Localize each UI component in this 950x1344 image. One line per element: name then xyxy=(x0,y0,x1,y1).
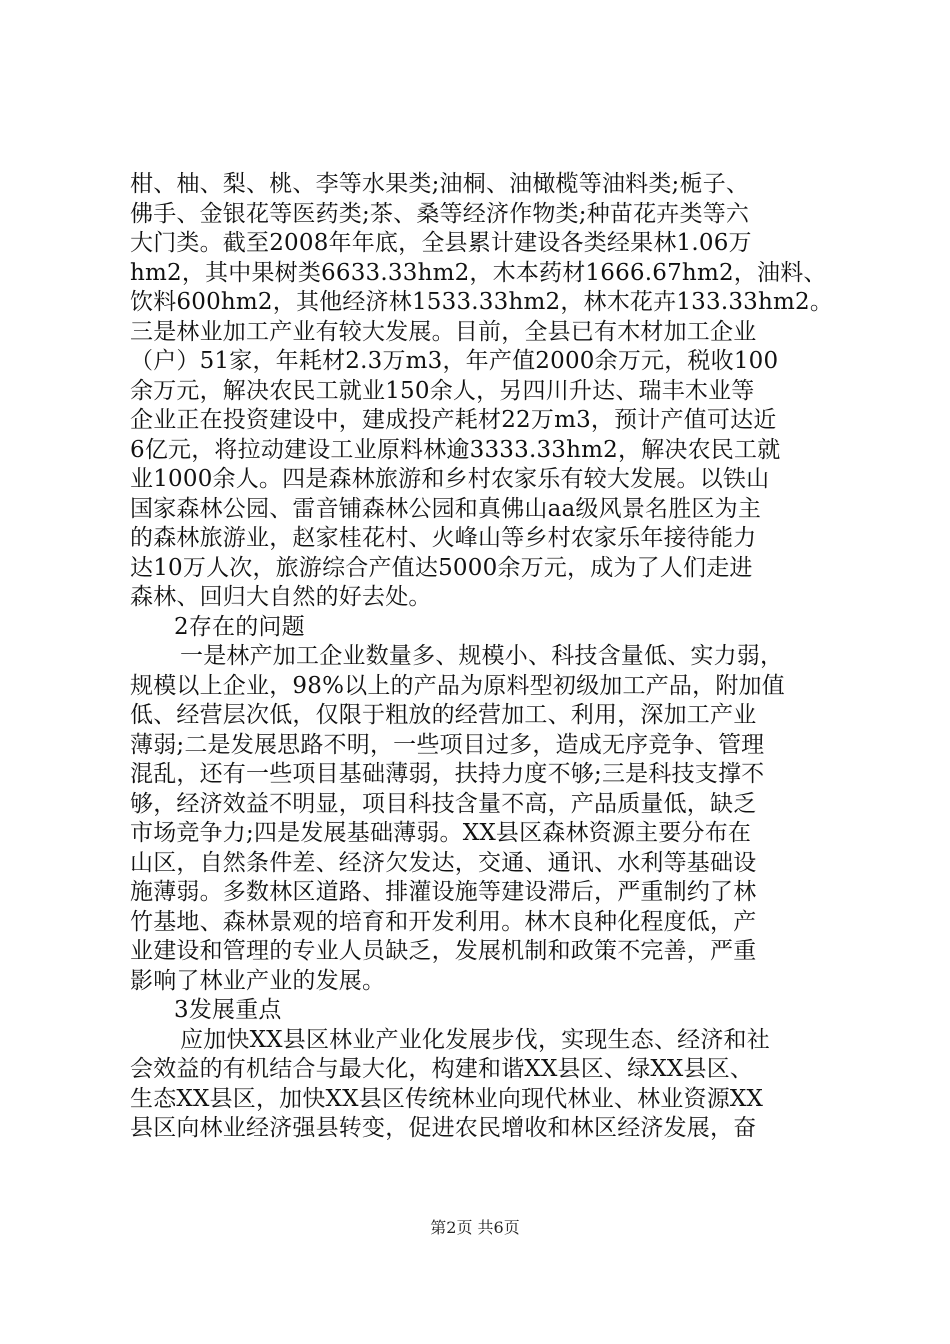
text-line: 业建设和管理的专业人员缺乏，发展机制和政策不完善，严重 xyxy=(130,938,757,964)
text-line: 余万元，解决农民工就业150余人，另四川升达、瑞丰木业等 xyxy=(130,377,755,404)
text-line: 会效益的有机结合与最大化，构建和谐XX县区、绿XX县区、 xyxy=(130,1056,754,1082)
text-line: 生态XX县区，加快XX县区传统林业向现代林业、林业资源XX xyxy=(130,1085,764,1112)
text-line: 低、经营层次低，仅限于粗放的经营加工、利用，深加工产业 xyxy=(130,702,757,728)
text-line: 业1000余人。四是森林旅游和乡村农家乐有较大发展。以铁山 xyxy=(130,466,770,492)
text-line: 国家森林公园、雷音铺森林公园和真佛山aa级风景名胜区为主 xyxy=(130,495,762,522)
text-line: 混乱，还有一些项目基础薄弱，扶持力度不够;三是科技支撑不 xyxy=(130,761,765,787)
text-line: 施薄弱。多数林区道路、排灌设施等建设滞后，严重制约了林 xyxy=(130,879,757,905)
text-line: 够，经济效益不明显，项目科技含量不高，产品质量低，缺乏 xyxy=(130,790,757,817)
text-line: 企业正在投资建设中，建成投产耗材22万m3，预计产值可达近 xyxy=(130,407,777,433)
text-line: 森林、回归大自然的好去处。 xyxy=(130,584,432,610)
text-line: 大门类。截至2008年年底，全县累计建设各类经果林1.06万 xyxy=(130,230,752,256)
text-line: 6亿元，将拉动建设工业原料林逾3333.33hm2，解决农民工就 xyxy=(130,436,781,463)
text-line: 市场竞争力;四是发展基础薄弱。XX县区森林资源主要分布在 xyxy=(130,820,752,846)
text-line: 应加快XX县区林业产业化发展步伐，实现生态、经济和社 xyxy=(180,1026,770,1053)
text-line: 县区向林业经济强县转变，促进农民增收和林区经济发展，奋 xyxy=(130,1115,757,1141)
page-footer: 第2页 共6页 xyxy=(430,1218,520,1237)
text-line: 竹基地、森林景观的培育和开发利用。林木良种化程度低，产 xyxy=(130,908,757,935)
text-line: 薄弱;二是发展思路不明，一些项目过多，造成无序竞争、管理 xyxy=(130,731,765,758)
section-heading: 2存在的问题 xyxy=(174,613,305,640)
text-line: 规模以上企业，98%以上的产品为原料型初级加工产品，附加值 xyxy=(130,672,785,699)
text-line: 的森林旅游业，赵家桂花村、火峰山等乡村农家乐年接待能力 xyxy=(130,525,757,551)
section-heading: 3发展重点 xyxy=(174,997,282,1023)
text-line: 柑、柚、梨、桃、李等水果类;油桐、油橄榄等油料类;栀子、 xyxy=(130,171,750,197)
text-line: 山区，自然条件差、经济欠发达，交通、通讯、水利等基础设 xyxy=(130,849,757,876)
text-line: hm2，其中果树类6633.33hm2，木本药材1666.67hm2，油料、 xyxy=(130,259,827,286)
text-line: 佛手、金银花等医药类;茶、桑等经济作物类;种苗花卉类等六 xyxy=(130,200,750,227)
text-line: 三是林业加工产业有较大发展。目前，全县已有木材加工企业 xyxy=(130,318,757,345)
text-line: 达10万人次，旅游综合产值达5000余万元，成为了人们走进 xyxy=(130,554,753,581)
text-line: 一是林产加工企业数量多、规模小、科技含量低、实力弱， xyxy=(180,643,784,669)
text-line: （户）51家，年耗材2.3万m3，年产值2000余万元，税收100 xyxy=(130,348,779,374)
body-text xyxy=(130,170,840,1144)
text-line: 饮料600hm2，其他经济林1533.33hm2，林木花卉133.33hm2。 xyxy=(130,289,834,315)
text-line: 影响了林业产业的发展。 xyxy=(130,967,386,994)
